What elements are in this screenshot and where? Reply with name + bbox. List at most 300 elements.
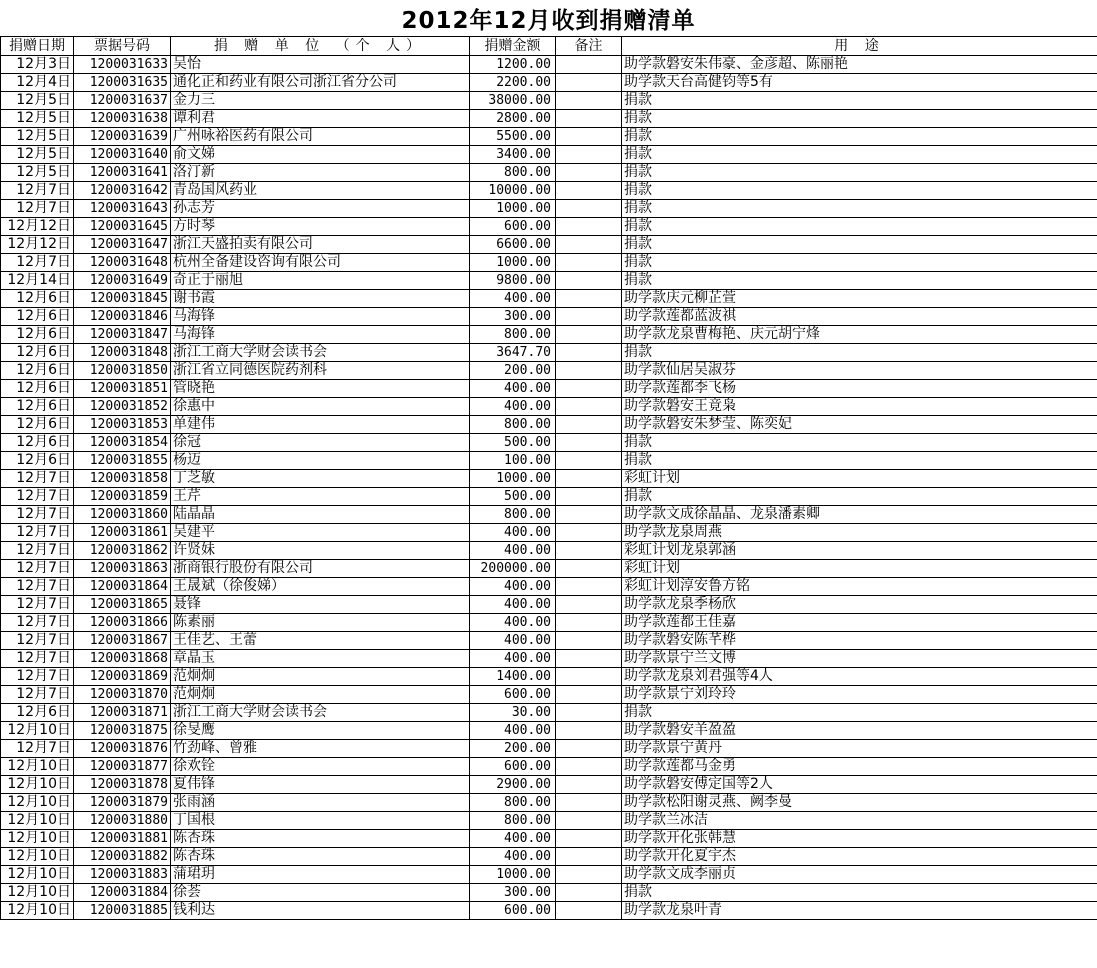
cell-use: 助学款龙泉季杨欣: [622, 596, 1097, 614]
table-row: [1, 848, 1097, 866]
cell-amount: 400.00: [470, 848, 556, 866]
cell-donor: 广州咏裕医药有限公司: [171, 128, 470, 146]
cell-amount: 200000.00: [470, 560, 556, 578]
cell-amount: 800.00: [470, 794, 556, 812]
cell-amount: 38000.00: [470, 92, 556, 110]
cell-use: 捐款: [622, 272, 1097, 290]
cell-use: 助学款松阳谢灵燕、阙李曼: [622, 794, 1097, 812]
table-row: [1, 164, 1097, 182]
cell-date: 12月5日: [1, 128, 74, 146]
cell-note: [556, 128, 622, 146]
cell-donor: 许贤妹: [171, 542, 470, 560]
table-row: [1, 902, 1097, 920]
cell-donor: 王芹: [171, 488, 470, 506]
table-row: [1, 632, 1097, 650]
cell-amount: 800.00: [470, 416, 556, 434]
cell-date: 12月7日: [1, 560, 74, 578]
cell-donor: 单建伟: [171, 416, 470, 434]
cell-donor: 徐荟: [171, 884, 470, 902]
cell-receipt-number: 1200031643: [74, 200, 171, 218]
cell-note: [556, 326, 622, 344]
table-row: [1, 74, 1097, 92]
cell-donor: 陈杏珠: [171, 830, 470, 848]
cell-receipt-number: 1200031862: [74, 542, 171, 560]
cell-use: 助学款磐安朱梦莹、陈奕妃: [622, 416, 1097, 434]
cell-date: 12月7日: [1, 506, 74, 524]
cell-donor: 夏伟锋: [171, 776, 470, 794]
cell-receipt-number: 1200031642: [74, 182, 171, 200]
cell-receipt-number: 1200031871: [74, 704, 171, 722]
cell-date: 12月5日: [1, 92, 74, 110]
cell-date: 12月6日: [1, 434, 74, 452]
cell-note: [556, 758, 622, 776]
cell-use: 捐款: [622, 110, 1097, 128]
cell-date: 12月6日: [1, 380, 74, 398]
cell-donor: 青岛国风药业: [171, 182, 470, 200]
cell-receipt-number: 1200031851: [74, 380, 171, 398]
cell-date: 12月7日: [1, 614, 74, 632]
cell-receipt-number: 1200031868: [74, 650, 171, 668]
donation-table: [0, 36, 1097, 920]
cell-use: 助学款景宁刘玲玲: [622, 686, 1097, 704]
cell-receipt-number: 1200031855: [74, 452, 171, 470]
cell-donor: 金力三: [171, 92, 470, 110]
table-row: [1, 866, 1097, 884]
cell-donor: 陈素丽: [171, 614, 470, 632]
cell-donor: 聂锋: [171, 596, 470, 614]
cell-use: 助学款龙泉刘君强等4人: [622, 668, 1097, 686]
cell-amount: 3400.00: [470, 146, 556, 164]
table-row: [1, 236, 1097, 254]
cell-amount: 300.00: [470, 308, 556, 326]
cell-use: 捐款: [622, 488, 1097, 506]
cell-use: 助学款龙泉周燕: [622, 524, 1097, 542]
cell-donor: 范炯炯: [171, 686, 470, 704]
cell-note: [556, 884, 622, 902]
cell-use: 助学款天台高健钧等5有: [622, 74, 1097, 92]
cell-receipt-number: 1200031876: [74, 740, 171, 758]
table-row: [1, 344, 1097, 362]
cell-date: 12月12日: [1, 236, 74, 254]
cell-receipt-number: 1200031635: [74, 74, 171, 92]
cell-amount: 400.00: [470, 578, 556, 596]
cell-donor: 马海锋: [171, 326, 470, 344]
cell-amount: 3647.70: [470, 344, 556, 362]
cell-donor: 徐旻鹰: [171, 722, 470, 740]
cell-use: 捐款: [622, 344, 1097, 362]
cell-donor: 方时琴: [171, 218, 470, 236]
cell-date: 12月7日: [1, 542, 74, 560]
cell-donor: 竹劲峰、曾雅: [171, 740, 470, 758]
table-row: [1, 704, 1097, 722]
cell-receipt-number: 1200031864: [74, 578, 171, 596]
cell-use: 助学款磐安傅定国等2人: [622, 776, 1097, 794]
cell-use: 助学款仙居吴淑芬: [622, 362, 1097, 380]
cell-note: [556, 344, 622, 362]
cell-donor: 谭利君: [171, 110, 470, 128]
cell-donor: 浙商银行股份有限公司: [171, 560, 470, 578]
cell-amount: 300.00: [470, 884, 556, 902]
cell-use: 助学款文成徐晶晶、龙泉潘素卿: [622, 506, 1097, 524]
cell-note: [556, 110, 622, 128]
cell-receipt-number: 1200031883: [74, 866, 171, 884]
table-row: [1, 686, 1097, 704]
header-note: 备注: [556, 37, 622, 56]
cell-amount: 600.00: [470, 902, 556, 920]
cell-note: [556, 452, 622, 470]
cell-receipt-number: 1200031638: [74, 110, 171, 128]
table-row: [1, 506, 1097, 524]
cell-note: [556, 632, 622, 650]
cell-date: 12月7日: [1, 686, 74, 704]
cell-date: 12月7日: [1, 488, 74, 506]
table-row: [1, 146, 1097, 164]
cell-receipt-number: 1200031637: [74, 92, 171, 110]
cell-use: 助学款莲都李飞杨: [622, 380, 1097, 398]
cell-amount: 1000.00: [470, 470, 556, 488]
cell-receipt-number: 1200031866: [74, 614, 171, 632]
cell-donor: 陆晶晶: [171, 506, 470, 524]
cell-receipt-number: 1200031858: [74, 470, 171, 488]
cell-note: [556, 272, 622, 290]
table-row: [1, 740, 1097, 758]
cell-use: 捐款: [622, 884, 1097, 902]
cell-donor: 王佳艺、王蕾: [171, 632, 470, 650]
cell-note: [556, 650, 622, 668]
cell-amount: 800.00: [470, 812, 556, 830]
cell-use: 捐款: [622, 164, 1097, 182]
cell-receipt-number: 1200031641: [74, 164, 171, 182]
cell-use: 助学款庆元柳芷萱: [622, 290, 1097, 308]
cell-note: [556, 164, 622, 182]
cell-note: [556, 398, 622, 416]
cell-note: [556, 362, 622, 380]
table-row: [1, 110, 1097, 128]
cell-use: 助学款龙泉曹梅艳、庆元胡宁烽: [622, 326, 1097, 344]
cell-note: [556, 236, 622, 254]
table-row: [1, 722, 1097, 740]
cell-donor: 徐惠中: [171, 398, 470, 416]
table-row: [1, 200, 1097, 218]
cell-receipt-number: 1200031877: [74, 758, 171, 776]
cell-donor: 张雨涵: [171, 794, 470, 812]
cell-receipt-number: 1200031870: [74, 686, 171, 704]
cell-amount: 600.00: [470, 758, 556, 776]
cell-receipt-number: 1200031878: [74, 776, 171, 794]
cell-receipt-number: 1200031884: [74, 884, 171, 902]
cell-receipt-number: 1200031859: [74, 488, 171, 506]
cell-note: [556, 74, 622, 92]
table-row: [1, 884, 1097, 902]
header-row: [1, 37, 1097, 56]
cell-date: 12月10日: [1, 884, 74, 902]
cell-note: [556, 902, 622, 920]
cell-note: [556, 686, 622, 704]
cell-amount: 500.00: [470, 488, 556, 506]
table-row: [1, 830, 1097, 848]
cell-date: 12月6日: [1, 362, 74, 380]
cell-receipt-number: 1200031869: [74, 668, 171, 686]
cell-amount: 400.00: [470, 398, 556, 416]
cell-use: 助学款莲都马金勇: [622, 758, 1097, 776]
cell-receipt-number: 1200031882: [74, 848, 171, 866]
cell-use: 助学款文成李丽贞: [622, 866, 1097, 884]
table-row: [1, 308, 1097, 326]
cell-use: 捐款: [622, 146, 1097, 164]
cell-note: [556, 794, 622, 812]
cell-donor: 钱利达: [171, 902, 470, 920]
cell-date: 12月10日: [1, 812, 74, 830]
cell-receipt-number: 1200031881: [74, 830, 171, 848]
cell-donor: 管晓艳: [171, 380, 470, 398]
cell-amount: 800.00: [470, 506, 556, 524]
cell-note: [556, 704, 622, 722]
cell-amount: 400.00: [470, 380, 556, 398]
cell-note: [556, 668, 622, 686]
table-row: [1, 596, 1097, 614]
table-row: [1, 758, 1097, 776]
table-row: [1, 56, 1097, 74]
cell-amount: 100.00: [470, 452, 556, 470]
cell-use: 捐款: [622, 92, 1097, 110]
cell-use: 助学款莲都蓝波祺: [622, 308, 1097, 326]
cell-amount: 500.00: [470, 434, 556, 452]
cell-amount: 600.00: [470, 686, 556, 704]
cell-receipt-number: 1200031863: [74, 560, 171, 578]
cell-note: [556, 776, 622, 794]
cell-note: [556, 614, 622, 632]
table-row: [1, 560, 1097, 578]
table-row: [1, 614, 1097, 632]
cell-receipt-number: 1200031850: [74, 362, 171, 380]
header-use: 用 途: [622, 37, 1097, 56]
cell-donor: 浙江省立同德医院药剂科: [171, 362, 470, 380]
cell-receipt-number: 1200031846: [74, 308, 171, 326]
cell-date: 12月14日: [1, 272, 74, 290]
cell-note: [556, 560, 622, 578]
cell-amount: 5500.00: [470, 128, 556, 146]
cell-amount: 1000.00: [470, 866, 556, 884]
cell-use: 捐款: [622, 128, 1097, 146]
cell-use: 捐款: [622, 704, 1097, 722]
cell-date: 12月7日: [1, 596, 74, 614]
cell-note: [556, 92, 622, 110]
cell-use: 彩虹计划淳安鲁方铭: [622, 578, 1097, 596]
cell-donor: 通化正和药业有限公司浙江省分公司: [171, 74, 470, 92]
table-row: [1, 452, 1097, 470]
cell-use: 捐款: [622, 434, 1097, 452]
cell-amount: 400.00: [470, 650, 556, 668]
cell-use: 助学款景宁黄丹: [622, 740, 1097, 758]
table-row: [1, 776, 1097, 794]
cell-amount: 800.00: [470, 326, 556, 344]
cell-receipt-number: 1200031861: [74, 524, 171, 542]
cell-receipt-number: 1200031647: [74, 236, 171, 254]
table-row: [1, 668, 1097, 686]
header-date: 捐赠日期: [1, 37, 74, 56]
cell-note: [556, 848, 622, 866]
cell-date: 12月6日: [1, 416, 74, 434]
cell-amount: 10000.00: [470, 182, 556, 200]
table-row: [1, 794, 1097, 812]
cell-date: 12月3日: [1, 56, 74, 74]
cell-receipt-number: 1200031640: [74, 146, 171, 164]
cell-date: 12月10日: [1, 902, 74, 920]
cell-amount: 400.00: [470, 722, 556, 740]
cell-note: [556, 830, 622, 848]
cell-donor: 俞文娣: [171, 146, 470, 164]
cell-note: [556, 542, 622, 560]
cell-amount: 6600.00: [470, 236, 556, 254]
cell-date: 12月7日: [1, 470, 74, 488]
cell-date: 12月10日: [1, 794, 74, 812]
cell-note: [556, 182, 622, 200]
table-row: [1, 290, 1097, 308]
cell-note: [556, 200, 622, 218]
cell-date: 12月7日: [1, 182, 74, 200]
cell-note: [556, 434, 622, 452]
cell-receipt-number: 1200031853: [74, 416, 171, 434]
header-donor: 捐 赠 单 位 （个 人）: [171, 37, 470, 56]
cell-use: 助学款磐安王竟枭: [622, 398, 1097, 416]
cell-amount: 9800.00: [470, 272, 556, 290]
cell-use: 捐款: [622, 182, 1097, 200]
cell-date: 12月7日: [1, 632, 74, 650]
cell-amount: 1000.00: [470, 254, 556, 272]
cell-date: 12月10日: [1, 866, 74, 884]
cell-amount: 400.00: [470, 542, 556, 560]
cell-date: 12月6日: [1, 398, 74, 416]
cell-use: 捐款: [622, 452, 1097, 470]
cell-donor: 洛汀新: [171, 164, 470, 182]
cell-use: 助学款磐安羊盈盈: [622, 722, 1097, 740]
cell-date: 12月6日: [1, 290, 74, 308]
cell-note: [556, 416, 622, 434]
cell-receipt-number: 1200031879: [74, 794, 171, 812]
table-row: [1, 542, 1097, 560]
table-row: [1, 218, 1097, 236]
table-row: [1, 380, 1097, 398]
cell-donor: 浙江工商大学财会读书会: [171, 704, 470, 722]
cell-donor: 丁芝敏: [171, 470, 470, 488]
cell-amount: 600.00: [470, 218, 556, 236]
cell-receipt-number: 1200031848: [74, 344, 171, 362]
cell-donor: 奇正于丽旭: [171, 272, 470, 290]
cell-amount: 400.00: [470, 830, 556, 848]
cell-date: 12月6日: [1, 344, 74, 362]
cell-amount: 1000.00: [470, 200, 556, 218]
cell-donor: 杭州全备建设咨询有限公司: [171, 254, 470, 272]
cell-date: 12月6日: [1, 452, 74, 470]
cell-amount: 200.00: [470, 362, 556, 380]
cell-note: [556, 812, 622, 830]
cell-use: 助学款开化夏宇杰: [622, 848, 1097, 866]
table-row: [1, 128, 1097, 146]
cell-use: 彩虹计划: [622, 560, 1097, 578]
cell-receipt-number: 1200031649: [74, 272, 171, 290]
cell-note: [556, 506, 622, 524]
cell-donor: 浙江工商大学财会读书会: [171, 344, 470, 362]
cell-receipt-number: 1200031633: [74, 56, 171, 74]
cell-donor: 吴怡: [171, 56, 470, 74]
cell-donor: 章晶玉: [171, 650, 470, 668]
cell-amount: 2200.00: [470, 74, 556, 92]
cell-receipt-number: 1200031880: [74, 812, 171, 830]
table-row: [1, 416, 1097, 434]
table-row: [1, 182, 1097, 200]
cell-amount: 2800.00: [470, 110, 556, 128]
cell-receipt-number: 1200031875: [74, 722, 171, 740]
cell-receipt-number: 1200031854: [74, 434, 171, 452]
table-row: [1, 488, 1097, 506]
cell-donor: 杨迈: [171, 452, 470, 470]
table-row: [1, 92, 1097, 110]
cell-donor: 丁国根: [171, 812, 470, 830]
cell-date: 12月10日: [1, 722, 74, 740]
cell-receipt-number: 1200031860: [74, 506, 171, 524]
cell-use: 捐款: [622, 236, 1097, 254]
cell-date: 12月10日: [1, 758, 74, 776]
table-row: [1, 272, 1097, 290]
cell-receipt-number: 1200031867: [74, 632, 171, 650]
cell-amount: 800.00: [470, 164, 556, 182]
cell-use: 助学款兰冰洁: [622, 812, 1097, 830]
cell-date: 12月7日: [1, 650, 74, 668]
cell-donor: 徐冠: [171, 434, 470, 452]
cell-donor: 蒲珺玥: [171, 866, 470, 884]
cell-donor: 吴建平: [171, 524, 470, 542]
cell-amount: 1400.00: [470, 668, 556, 686]
cell-date: 12月7日: [1, 200, 74, 218]
cell-note: [556, 56, 622, 74]
cell-use: 助学款开化张韩慧: [622, 830, 1097, 848]
cell-date: 12月6日: [1, 326, 74, 344]
table-row: [1, 362, 1097, 380]
table-row: [1, 470, 1097, 488]
cell-date: 12月5日: [1, 110, 74, 128]
cell-receipt-number: 1200031845: [74, 290, 171, 308]
cell-date: 12月10日: [1, 776, 74, 794]
cell-date: 12月4日: [1, 74, 74, 92]
cell-note: [556, 524, 622, 542]
cell-receipt-number: 1200031648: [74, 254, 171, 272]
table-row: [1, 578, 1097, 596]
header-receipt: 票据号码: [74, 37, 171, 56]
cell-receipt-number: 1200031885: [74, 902, 171, 920]
cell-donor: 王晟斌（徐俊娣）: [171, 578, 470, 596]
cell-note: [556, 470, 622, 488]
cell-date: 12月6日: [1, 704, 74, 722]
cell-use: 助学款磐安陈芊桦: [622, 632, 1097, 650]
cell-use: 助学款磐安朱伟豪、金彦超、陈丽艳: [622, 56, 1097, 74]
cell-note: [556, 218, 622, 236]
cell-amount: 400.00: [470, 524, 556, 542]
table-row: [1, 254, 1097, 272]
cell-date: 12月10日: [1, 848, 74, 866]
cell-date: 12月7日: [1, 578, 74, 596]
cell-use: 彩虹计划: [622, 470, 1097, 488]
cell-note: [556, 488, 622, 506]
cell-amount: 1200.00: [470, 56, 556, 74]
cell-note: [556, 290, 622, 308]
cell-donor: 范炯炯: [171, 668, 470, 686]
cell-donor: 谢书霞: [171, 290, 470, 308]
cell-donor: 浙江天盛拍卖有限公司: [171, 236, 470, 254]
cell-amount: 2900.00: [470, 776, 556, 794]
cell-amount: 400.00: [470, 614, 556, 632]
table-row: [1, 326, 1097, 344]
cell-receipt-number: 1200031847: [74, 326, 171, 344]
